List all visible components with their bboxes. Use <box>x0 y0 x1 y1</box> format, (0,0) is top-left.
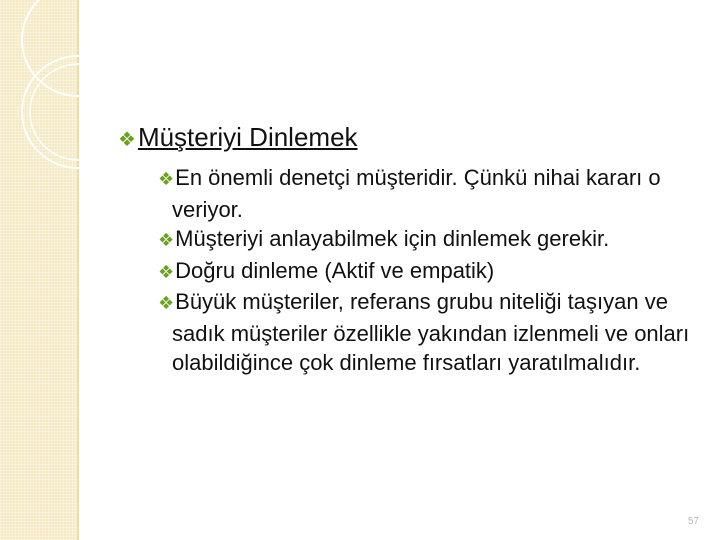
diamond-bullet-icon: ❖ <box>158 230 175 250</box>
list-item <box>158 256 698 288</box>
diamond-bullet-icon: ❖ <box>158 169 175 189</box>
diamond-bullet-icon: ❖ <box>158 293 175 313</box>
diamond-bullet-icon: ❖ <box>118 129 136 151</box>
diamond-bullet-icon: ❖ <box>158 261 175 282</box>
slide-title-text: Müşteriyi Dinlemek <box>137 122 358 152</box>
list-item-text: Doğru dinleme (Aktif ve empatik) <box>175 257 495 283</box>
list-item <box>158 287 698 378</box>
list-item-text: En önemli denetçi müşteridir. Çünkü nihai kararı o veriyor. <box>172 165 661 222</box>
bullet-list <box>158 163 698 378</box>
list-item <box>158 163 698 224</box>
list-item-text: Büyük müşteriler, referans grubu niteliği taşıyan ve sadık müşteriler özellikle yakından izlenmeli ve onları olabildiğince çok dinleme fırsatları yaratılmalıdır. <box>172 289 690 375</box>
page-number: 57 <box>688 516 700 527</box>
decorative-circle-inner <box>30 64 126 160</box>
decorative-circle-large <box>22 0 134 96</box>
list-item-text: Müşteriyi anlayabilmek için dinlemek gerekir. <box>175 226 610 251</box>
slide-title <box>118 120 358 157</box>
list-item <box>158 224 698 256</box>
